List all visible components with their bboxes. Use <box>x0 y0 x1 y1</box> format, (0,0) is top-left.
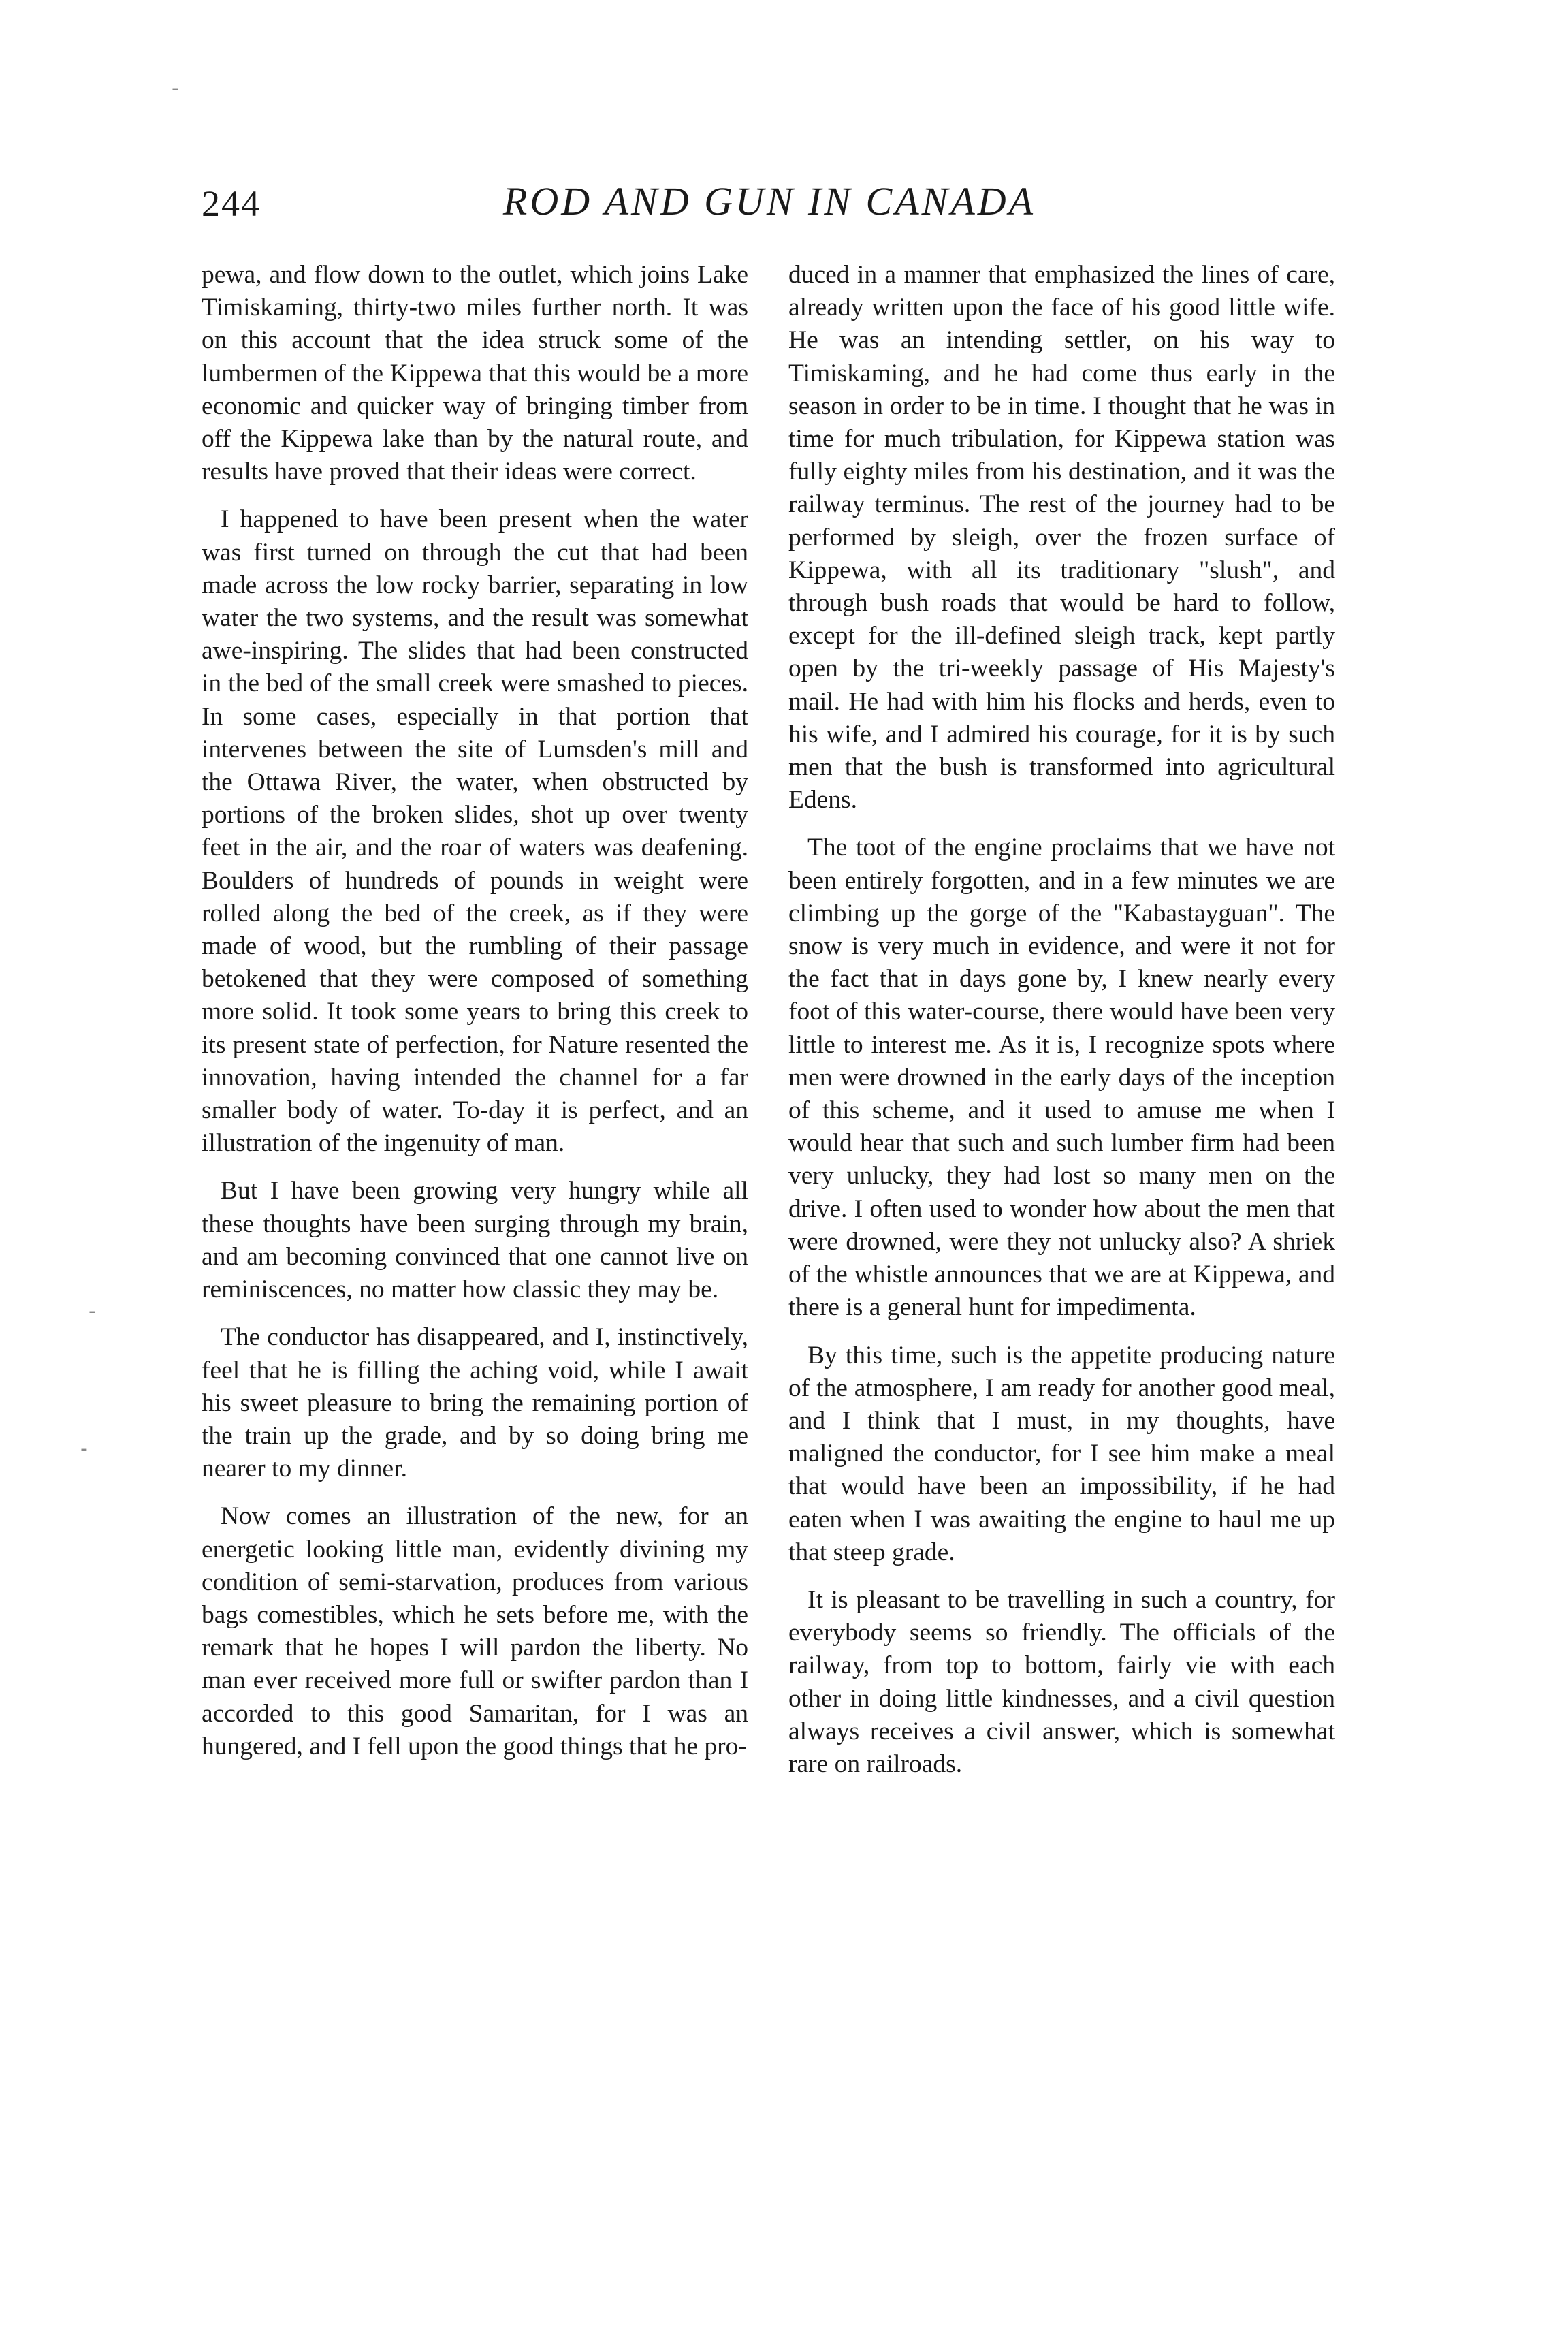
paragraph: I happened to have been present when the water was first turned on through the cut that had been made across the low rocky barrier, separating in low water the two systems, and the result was somewhat awe-inspiring. The slides that had been constructed in the bed of the small creek were smashed to pieces. In some cases, especially in that portion that intervenes between the site of Lumsden's mill and the Ottawa River, the water, when obstructed by portions of the broken slides, shot up over twenty feet in the air, and the roar of waters was deafening. Boulders of hundreds of pounds in weight were rolled along the bed of the creek, as if they were made of wood, but the rumbling of their passage betokened that they were composed of something more solid. It took some years to bring this creek to its present state of perfection, for Nature resented the innovation, having intended the channel for a far smaller body of water. To-day it is perfect, and an illustration of the ingenuity of man. <box>202 505 748 1158</box>
running-title: ROD AND GUN IN CANADA <box>502 179 1036 223</box>
stray-mark-side: - <box>89 1299 96 1323</box>
paragraph: It is pleasant to be travelling in such a country, for everybody seems so friendly. The officials of the railway, from top to bottom, fairly vie with each other in doing little kindnesses, and a civil question always receives a civil answer, which is somewhat rare on railroads. <box>788 1585 1335 1778</box>
paragraph: The toot of the engine proclaims that we have not been entirely forgotten, and in a few minutes we are climbing up the gorge of the "Kabastayguan". The snow is very much in evidence, and were it not for the fact that in days gone by, I knew nearly every foot of this water-course, there would have been very little to interest me. As it is, I recognize spots where men were drowned in the early days of the inception of this scheme, and it used to amuse me when I would hear that such and such lumber firm had been very unlucky, they had lost so many men on the drive. I often used to wonder how about the men that were drowned, were they not unlucky also? A shriek of the whistle announces that we are at Kippewa, and there is a general hunt for impedimenta. <box>788 834 1335 1322</box>
stray-mark-side: - <box>80 1437 88 1461</box>
paragraph: Now comes an illustration of the new, for an energetic looking little man, evidently divining my condition of semi-starvation, produces from various bags comestibles, which he sets before me, with the remark that he hopes I will pardon the liberty. No man ever received more full or swifter pardon than I accorded to this good Samaritan, for I was an hungered, and I fell upon the good things that he pro- <box>202 1502 748 1760</box>
page-number: 244 <box>202 183 261 224</box>
left-column <box>202 259 748 1778</box>
paragraph: By this time, such is the appetite producing nature of the atmosphere, I am ready for another good meal, and I think that I must, in my thoughts, have maligned the conductor, for I see him make a meal that would have been an impossibility, if he had eaten when I was awaiting the engine to haul me up that steep grade. <box>788 1341 1335 1566</box>
right-column <box>788 259 1335 1796</box>
stray-mark-top: - <box>172 76 179 100</box>
paragraph: pewa, and flow down to the outlet, which joins Lake Timiskaming, thirty-two miles further north. It was on this account that the idea struck some of the lumbermen of the Kippewa that this would be a more economic and quicker way of bringing timber from off the Kippewa lake than by the natural route, and results have proved that their ideas were correct. <box>202 261 748 486</box>
paragraph: The conductor has disappeared, and I, instinctively, feel that he is filling the aching void, while I await his sweet pleasure to bring the remaining portion of the train up the grade, and by so doing bring me nearer to my dinner. <box>202 1323 748 1483</box>
paragraph: duced in a manner that emphasized the lines of care, already written upon the face of his good little wife. He was an intending settler, on his way to Timiskaming, and he had come thus early in the season in order to be in time. I thought that he was in time for much tribulation, for Kippewa station was fully eighty miles from his destination, and it was the railway terminus. The rest of the journey had to be performed by sleigh, over the frozen surface of Kippewa, with all its traditionary "slush", and through bush roads that would be hard to follow, except for the ill-defined sleigh track, kept partly open by the tri-weekly passage of His Majesty's mail. He had with him his flocks and herds, even to his wife, and I admired his courage, for it is by such men that the bush is transformed into agricultural Edens. <box>788 261 1335 814</box>
paragraph: But I have been growing very hungry while all these thoughts have been surging through my brain, and am becoming convinced that one cannot live on reminiscences, no matter how classic they may be. <box>202 1177 748 1304</box>
